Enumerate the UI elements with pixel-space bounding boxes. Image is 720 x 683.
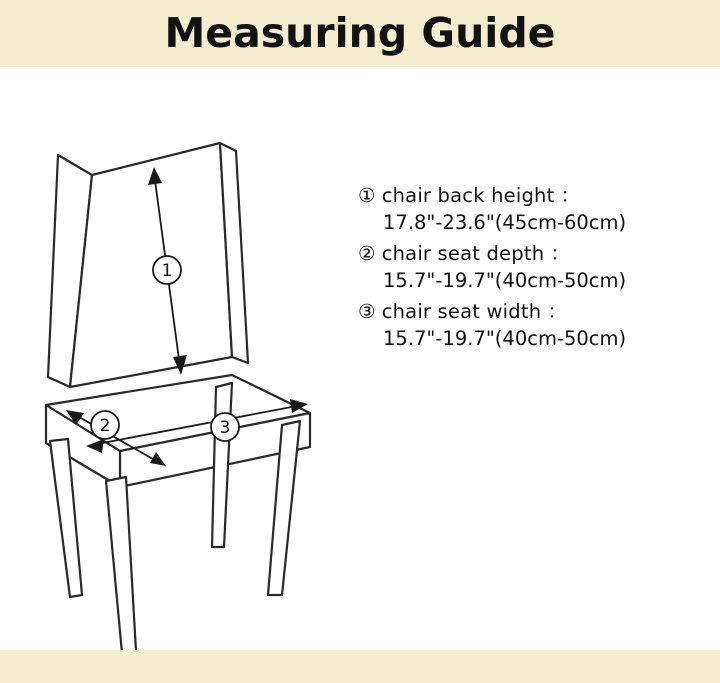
spec-item-seat-depth — [358, 244, 708, 290]
measurement-list — [358, 186, 708, 360]
spec-item-seat-width — [358, 302, 708, 348]
spec-colon-3: ： — [547, 300, 567, 323]
spec-label-1: chair back height — [381, 184, 555, 207]
footer-banner — [0, 650, 720, 683]
diagram-marker-1: 1 — [161, 261, 173, 281]
spec-marker-2: ② — [358, 242, 376, 265]
header-banner — [0, 0, 720, 67]
spec-value-2: 15.7"-19.7"(40cm-50cm) — [383, 268, 627, 292]
chair-diagram — [10, 95, 350, 655]
spec-colon-1: ： — [560, 184, 581, 207]
spec-label-3: chair seat width — [381, 300, 542, 323]
diagram-marker-2: 2 — [99, 416, 111, 436]
page-title: Measuring Guide — [164, 9, 556, 57]
diagram-marker-3: 3 — [219, 418, 231, 438]
spec-label-2: chair seat depth — [381, 242, 545, 265]
spec-marker-3: ③ — [358, 300, 376, 323]
spec-value-1: 17.8"-23.6"(45cm-60cm) — [383, 210, 627, 234]
spec-value-3: 15.7"-19.7"(40cm-50cm) — [383, 326, 627, 350]
spec-item-back-height — [358, 186, 708, 232]
spec-marker-1: ① — [358, 184, 376, 207]
spec-colon-2: ： — [550, 242, 570, 265]
